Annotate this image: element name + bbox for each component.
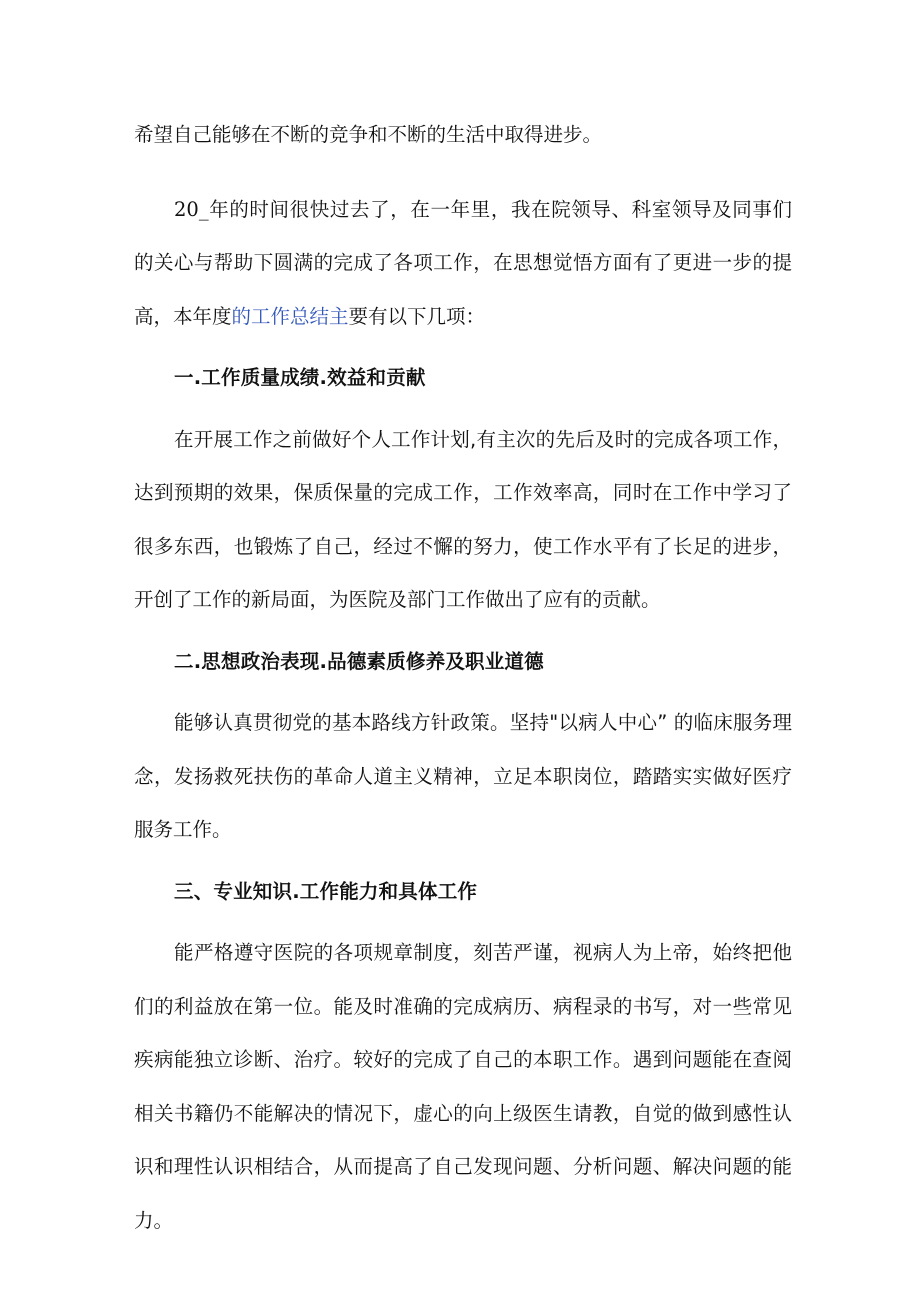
intro-paragraph: [134, 183, 792, 344]
intro-text-start: 年的时间很快过去了，在一年里，我在院领导、科室领导及同事们的关心与帮助下圆满的完成了各项工作，在思想觉悟方面有了更进一步的提高，本年度: [134, 197, 792, 328]
section-body-work-quality: 在开展工作之前做好个人工作计划,有主次的先后及时的完成各项工作，达到预期的效果，保质保量的完成工作，工作效率高，同时在工作中学习了很多东西，也锻炼了自己，经过不懈的努力，使工作水平有了长足的进步，开创了工作的新局面，为医院及部门工作做出了应有的贡献。: [134, 427, 792, 611]
section-heading-political: 二.思想政治表现.品德素质修养及职业道德: [174, 649, 544, 673]
intro-year: 20_: [174, 197, 209, 221]
opening-line: 希望自己能够在不断的竞争和不断的生活中取得进步。: [134, 123, 603, 146]
summary-link[interactable]: 的工作总结主: [231, 304, 349, 328]
section-heading-work-quality: 一.工作质量成绩.效益和贡献: [174, 366, 426, 389]
section-body-professional: 能严格遵守医院的各项规章制度，刻苦严谨，视病人为上帝，始终把他们的利益放在第一位。能及时准确的完成病历、病程录的书写，对一些常见疾病能独立诊断、治疗。较好的完成了自己的本职工作。遇到问题能在查阅相关书籍仍不能解决的情况下，虚心的向上级医生请教，自觉的做到感性认识和理性认识相结合，从而提高了自己发现问题、分析问题、解决问题的能力。: [134, 941, 792, 1232]
section-body-political: 能够认真贯彻党的基本路线方针政策。坚持"以病人中心” 的临床服务理念，发扬救死扶伤的革命人道主义精神，立足本职岗位，踏踏实实做好医疗服务工作。: [134, 711, 792, 841]
section-heading-professional: 三、专业知识.工作能力和具体工作: [174, 879, 478, 903]
intro-text-end: 要有以下几项：: [348, 304, 486, 328]
